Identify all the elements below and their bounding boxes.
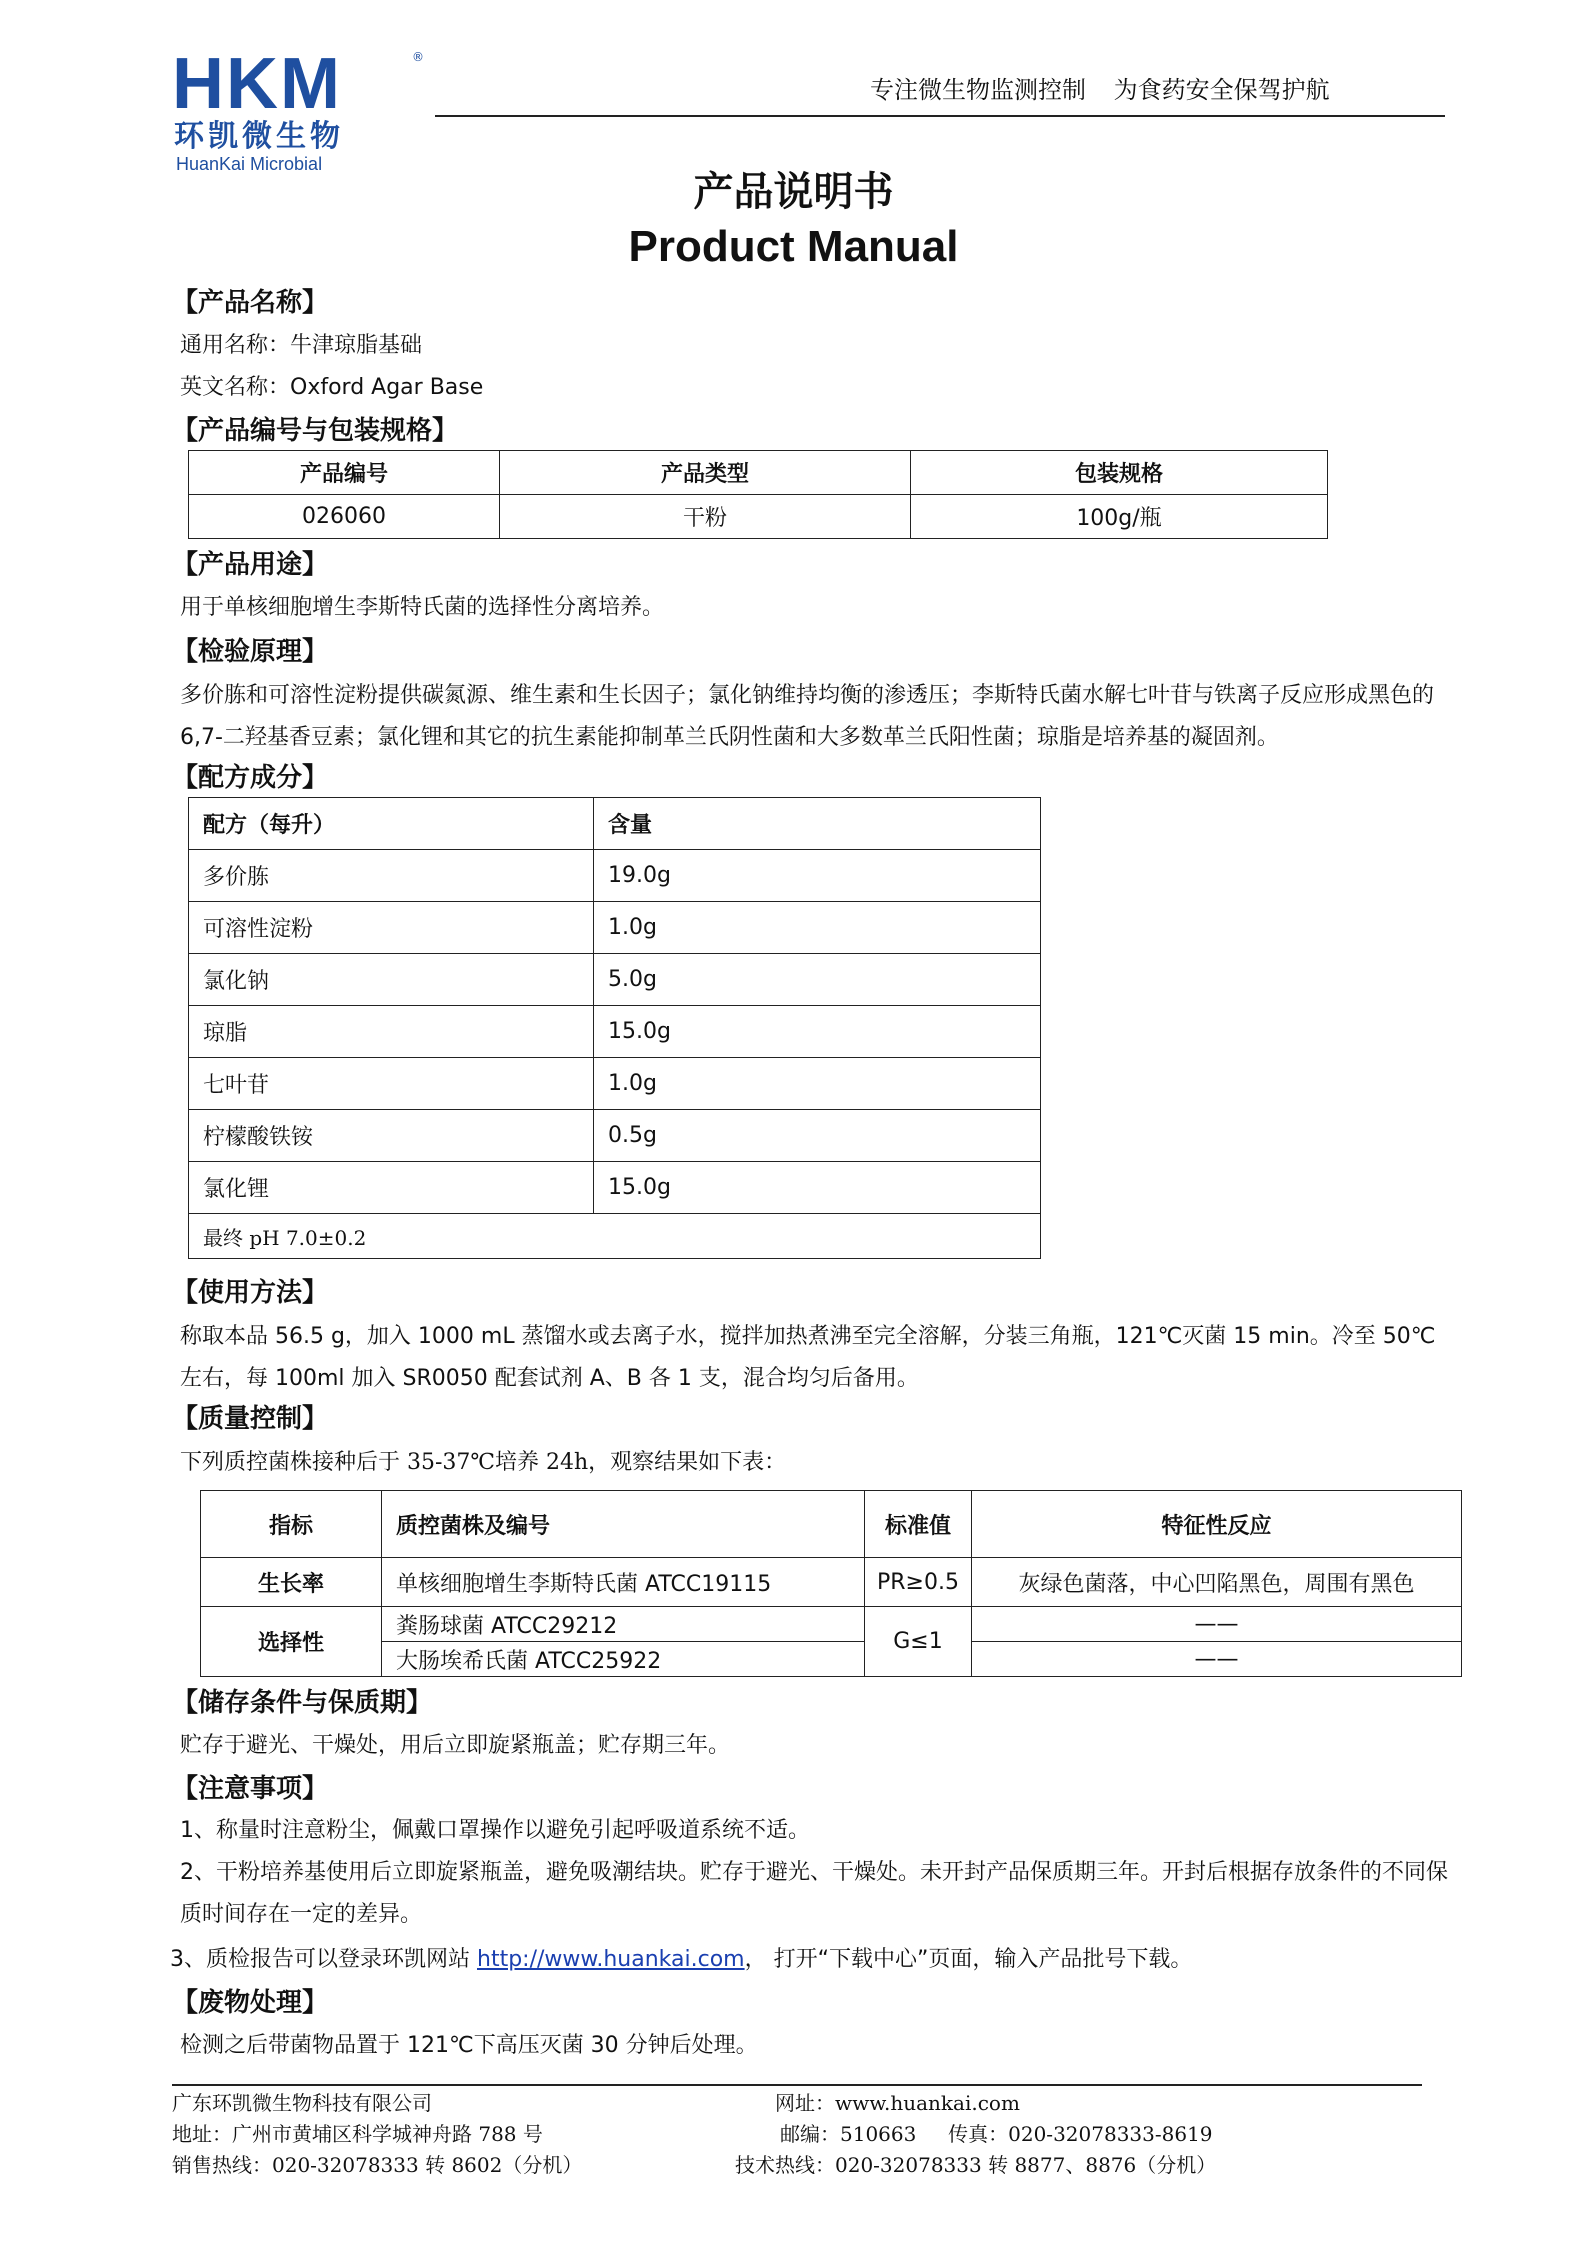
qc-strain: 大肠埃希氏菌 ATCC25922 [382,1642,865,1677]
ingredient-amount: 5.0g [594,954,1041,1006]
table-row [201,1642,1462,1677]
principle-text: 多价胨和可溶性淀粉提供碳氮源、维生素和生长因子；氯化钠维持均衡的渗透压；李斯特氏菌水解七叶苷与铁离子反应形成黑色的 6,7-二羟基香豆素；氯化锂和其它的抗生素能抑制革兰氏阴性菌和大多数革兰氏阳性菌；琼脂是培养基的凝固剂。 [180,683,1435,750]
table-row [189,1214,1041,1259]
table-row [201,1607,1462,1642]
ingredient-name: 氯化锂 [189,1162,594,1214]
table-header-row [201,1491,1462,1558]
table-row [189,954,1041,1006]
ingredient-name: 氯化钠 [189,954,594,1006]
section-heading-disposal: 【废物处理】 [172,1988,329,2018]
footer-divider [172,2084,1422,2086]
table-row [189,495,1328,539]
qc-intro: 下列质控菌株接种后于 35-37℃培养 24h，观察结果如下表： [180,1450,787,1475]
footer-company: 广东环凯微生物科技有限公司 [172,2091,432,2115]
table-header-cell: 产品类型 [500,451,911,495]
disposal-text: 检测之后带菌物品置于 121℃下高压灭菌 30 分钟后处理。 [180,2033,758,2058]
packaging-table [188,450,1328,539]
logo-chinese-name: 环凯微生物 [174,119,344,154]
registered-mark: ® [412,50,424,64]
footer-tech-hotline: 技术热线：020-32078333 转 8877、8876（分机） [735,2153,1217,2177]
storage-text: 贮存于避光、干燥处，用后立即旋紧瓶盖；贮存期三年。 [180,1733,731,1758]
ingredient-amount: 1.0g [594,902,1041,954]
note-item-2-text: 2、干粉培养基使用后立即旋紧瓶盖，避免吸潮结块。贮存于避光、干燥处。未开封产品保质期三年。开封后根据存放条件的不同保质时间存在一定的差异。 [180,1860,1449,1927]
table-header-cell: 配方（每升） [189,798,594,850]
package-spec: 100g/瓶 [911,495,1328,539]
section-heading-method: 【使用方法】 [172,1278,329,1308]
ingredient-amount: 15.0g [594,1162,1041,1214]
note-item-2 [180,1852,1450,1936]
ingredient-amount: 0.5g [594,1110,1041,1162]
table-header-cell: 特征性反应 [972,1491,1462,1558]
section-heading-formula: 【配方成分】 [172,763,329,793]
qc-strain: 粪肠球菌 ATCC29212 [382,1607,865,1642]
table-header-cell: 标准值 [865,1491,972,1558]
website-link[interactable]: http://www.huankai.com [477,1947,745,1972]
table-header-row [189,798,1041,850]
section-heading-usage: 【产品用途】 [172,550,329,580]
standard-value: PR≥0.5 [865,1558,972,1607]
footer-website: 网址：www.huankai.com [775,2091,1020,2115]
characteristic-reaction: —— [972,1642,1462,1677]
section-heading-qc: 【质量控制】 [172,1404,329,1434]
title-chinese: 产品说明书 [693,169,894,215]
qc-strain: 单核细胞增生李斯特氏菌 ATCC19115 [382,1558,865,1607]
product-code: 026060 [189,495,500,539]
footer-address: 地址：广州市黄埔区科学城神舟路 788 号 [172,2122,543,2146]
table-row [189,1006,1041,1058]
note-item-3-suffix: ， 打开“下载中心”页面，输入产品批号下载。 [744,1947,1193,1972]
ingredient-name: 多价胨 [189,850,594,902]
table-row [189,902,1041,954]
common-name: 通用名称：牛津琼脂基础 [180,333,423,358]
qc-table [200,1490,1462,1677]
company-logo [172,44,432,174]
characteristic-reaction: 灰绿色菌落，中心凹陷黑色，周围有黑色 [972,1558,1462,1607]
ingredient-name: 可溶性淀粉 [189,902,594,954]
table-row [189,1110,1041,1162]
product-type: 干粉 [500,495,911,539]
table-header-cell: 产品编号 [189,451,500,495]
table-row [189,850,1041,902]
title-english: Product Manual [628,222,959,271]
logo-mark: HKM [172,44,342,124]
table-header-cell: 包装规格 [911,451,1328,495]
section-heading-notes: 【注意事项】 [172,1774,329,1804]
table-row [189,1162,1041,1214]
section-heading-product-name: 【产品名称】 [172,288,329,318]
ingredient-amount: 1.0g [594,1058,1041,1110]
header-slogan: 专注微生物监测控制 为食药安全保驾护航 [870,76,1330,104]
note-item-3 [170,1949,1192,1971]
formula-table [188,797,1041,1259]
usage-text: 用于单核细胞增生李斯特氏菌的选择性分离培养。 [180,595,665,620]
ingredient-name: 柠檬酸铁铵 [189,1110,594,1162]
indicator-selectivity: 选择性 [201,1607,382,1677]
section-heading-principle: 【检验原理】 [172,637,329,667]
table-row [201,1558,1462,1607]
table-row [189,1058,1041,1110]
table-header-cell: 质控菌株及编号 [382,1491,865,1558]
section-heading-packaging: 【产品编号与包装规格】 [172,416,459,446]
english-name: 英文名称：Oxford Agar Base [180,375,484,400]
final-ph: 最终 pH 7.0±0.2 [189,1214,1041,1259]
standard-value: G≤1 [865,1607,972,1677]
section-heading-storage: 【储存条件与保质期】 [172,1688,433,1718]
footer-sales-hotline: 销售热线：020-32078333 转 8602（分机） [172,2153,583,2177]
ingredient-amount: 19.0g [594,850,1041,902]
table-header-cell: 含量 [594,798,1041,850]
indicator-growth: 生长率 [201,1558,382,1607]
footer-postcode-fax: 邮编：510663 传真：020-32078333-8619 [780,2122,1213,2146]
note-item-1: 1、称量时注意粉尘，佩戴口罩操作以避免引起呼吸道系统不适。 [180,1818,810,1843]
header-divider [435,115,1445,117]
logo-english-name: HuanKai Microbial [176,154,323,174]
method-text: 称取本品 56.5 g，加入 1000 mL 蒸馏水或去离子水，搅拌加热煮沸至完全溶解，分装三角瓶，121℃灭菌 15 min。冷至 50℃左右，每 100ml 加入 SR0050 配套试剂 A、B 各 1 支，混合均匀后备用。 [180,1324,1436,1391]
ingredient-amount: 15.0g [594,1006,1041,1058]
table-header-row [189,451,1328,495]
ingredient-name: 七叶苷 [189,1058,594,1110]
characteristic-reaction: —— [972,1607,1462,1642]
table-header-cell: 指标 [201,1491,382,1558]
ingredient-name: 琼脂 [189,1006,594,1058]
note-item-3-prefix: 3、质检报告可以登录环凯网站 [170,1947,477,1972]
